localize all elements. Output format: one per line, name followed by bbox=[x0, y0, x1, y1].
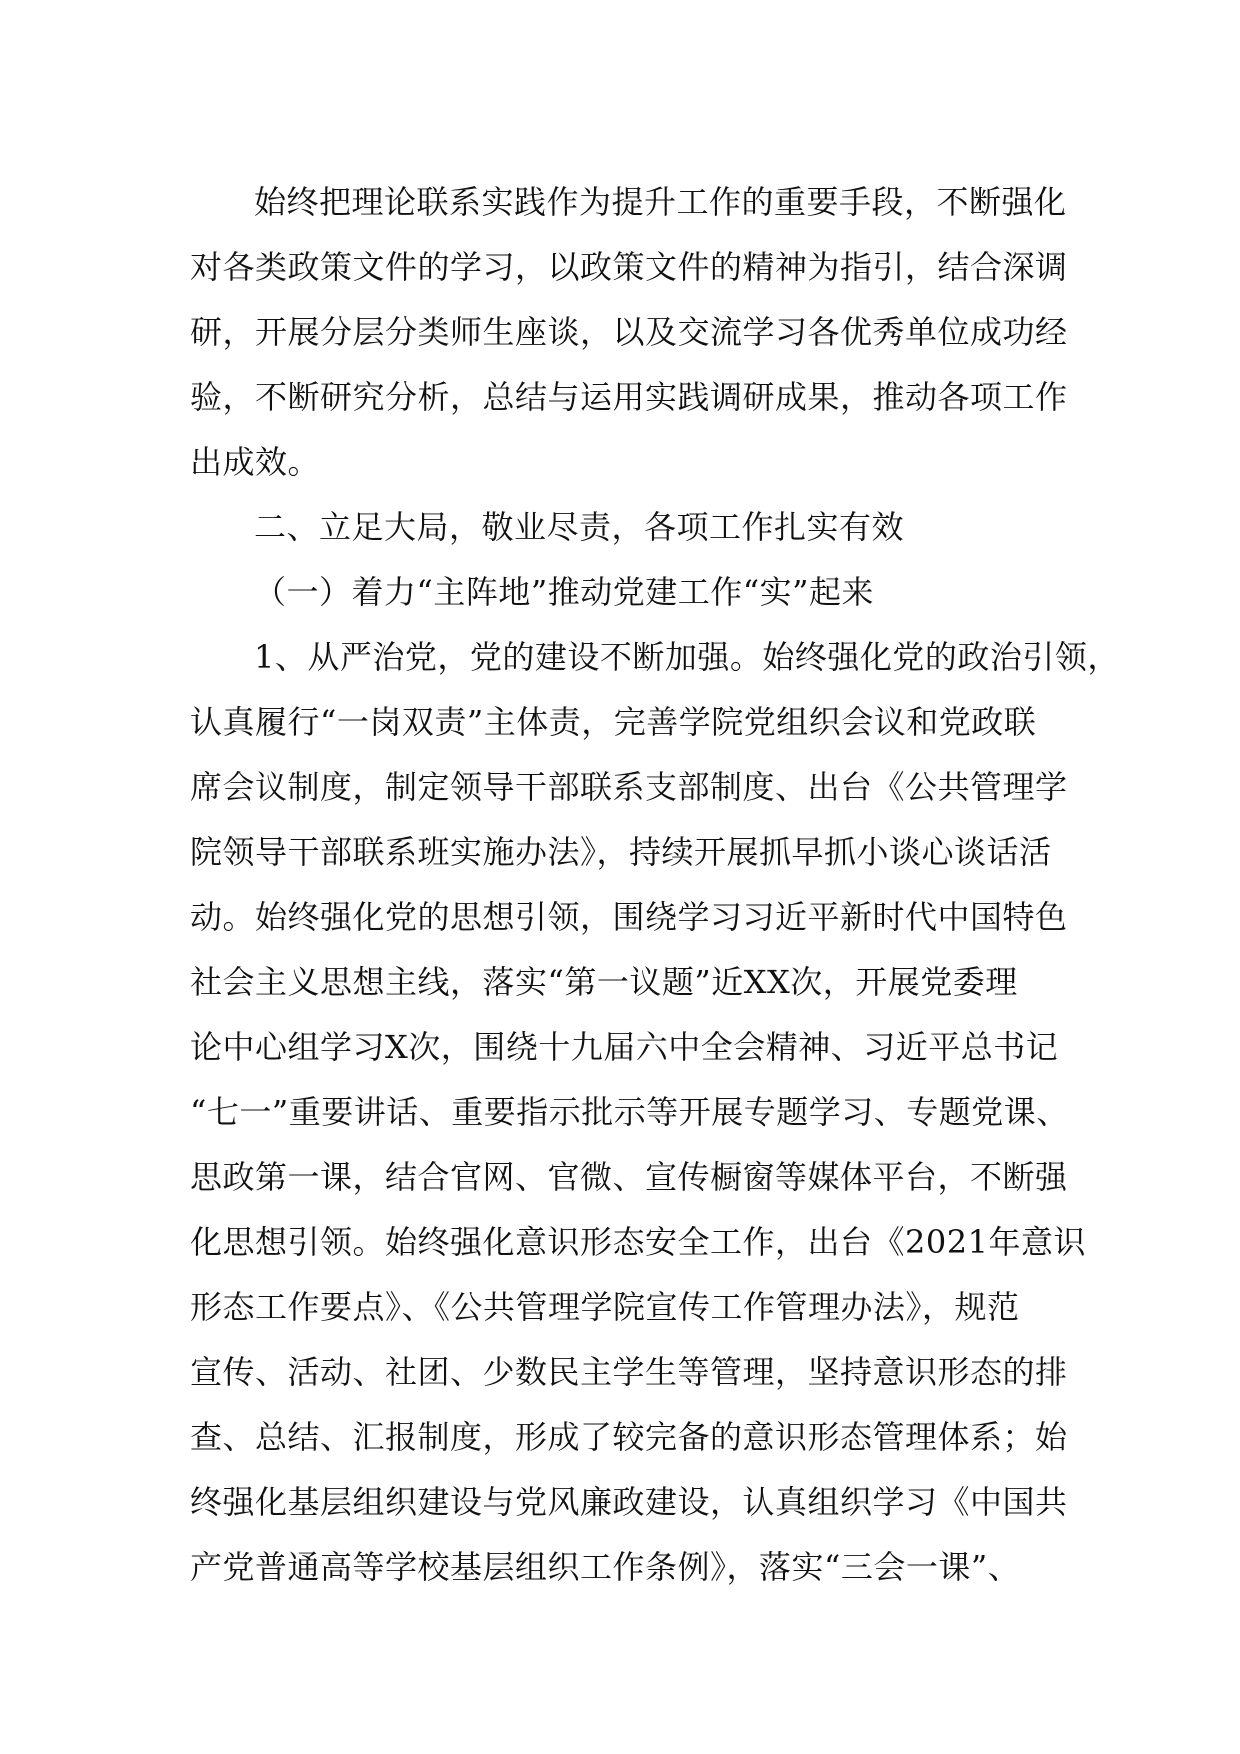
text-line: 宣传、活动、社团、少数民主学生等管理，坚持意识形态的排 bbox=[190, 1353, 1068, 1391]
text-line: 二、立足大局，敬业尽责，各项工作扎实有效 bbox=[254, 508, 905, 546]
text-line: 验，不断研究分析，总结与运用实践调研成果，推动各项工作 bbox=[190, 378, 1068, 416]
text-line: 院领导干部联系班实施办法》，持续开展抓早抓小谈心谈话活 bbox=[190, 833, 1052, 871]
text-line: 思政第一课，结合官网、官微、宣传橱窗等媒体平台，不断强 bbox=[190, 1158, 1068, 1196]
text-line: 对各类政策文件的学习，以政策文件的精神为指引，结合深调 bbox=[190, 248, 1068, 286]
text-line: 1、从严治党，党的建设不断加强。始终强化党的政治引领， bbox=[254, 638, 1120, 676]
text-line: （一）着力“主阵地”推动党建工作“实”起来 bbox=[254, 573, 874, 611]
text-line: “七一”重要讲话、重要指示批示等开展专题学习、专题党课、 bbox=[190, 1093, 1069, 1131]
text-line: 论中心组学习X次，围绕十九届六中全会精神、习近平总书记 bbox=[190, 1028, 1059, 1066]
text-line: 动。始终强化党的思想引领，围绕学习习近平新时代中国特色 bbox=[190, 898, 1068, 936]
text-line: 出成效。 bbox=[190, 443, 321, 481]
document-body bbox=[190, 170, 1120, 1600]
text-line: 化思想引领。始终强化意识形态安全工作，出台《2021年意识 bbox=[190, 1223, 1086, 1261]
text-line: 产党普通高等学校基层组织工作条例》，落实“三会一课”、 bbox=[190, 1548, 1021, 1586]
text-line: 终强化基层组织建设与党风廉政建设，认真组织学习《中国共 bbox=[190, 1483, 1068, 1521]
text-line: 研，开展分层分类师生座谈，以及交流学习各优秀单位成功经 bbox=[190, 313, 1068, 351]
text-line: 席会议制度，制定领导干部联系支部制度、出台《公共管理学 bbox=[190, 768, 1068, 806]
text-line: 始终把理论联系实践作为提升工作的重要手段，不断强化 bbox=[254, 183, 1067, 221]
text-line: 社会主义思想主线，落实“第一议题”近XX次，开展党委理 bbox=[190, 963, 1018, 1001]
text-line: 认真履行“一岗双责”主体责，完善学院党组织会议和党政联 bbox=[190, 703, 1037, 741]
text-line: 查、总结、汇报制度，形成了较完备的意识形态管理体系；始 bbox=[190, 1418, 1068, 1456]
text-line: 形态工作要点》、《公共管理学院宣传工作管理办法》，规范 bbox=[190, 1288, 1020, 1326]
